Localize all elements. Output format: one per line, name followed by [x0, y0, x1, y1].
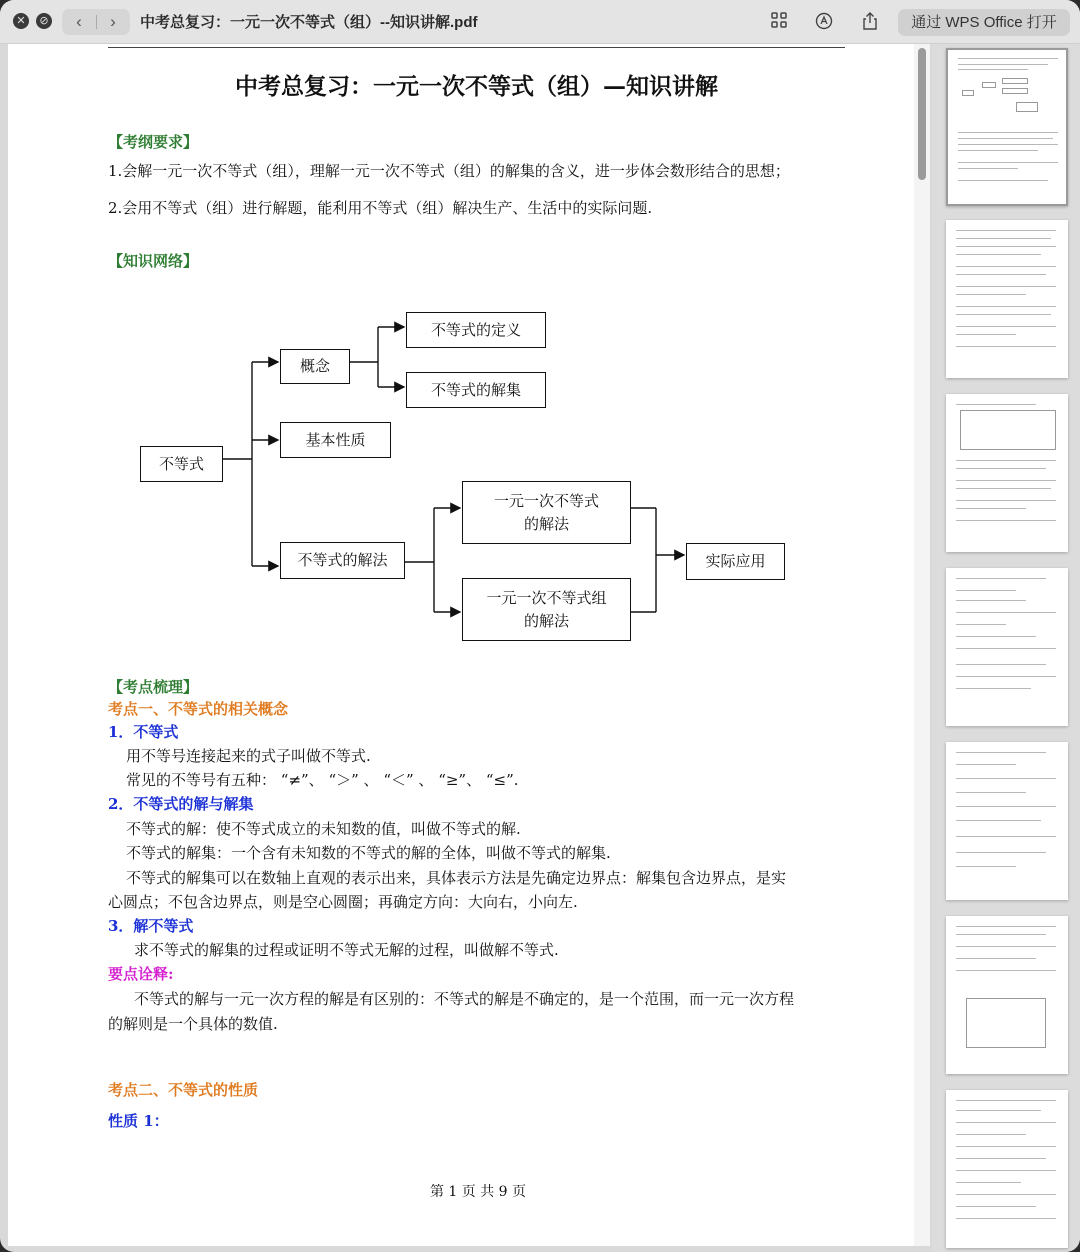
navigation-group — [62, 9, 130, 35]
page-thumbnail-2[interactable] — [946, 220, 1068, 378]
note-line-1: 不等式的解与一元一次方程的解是有区别的：不等式的解是不确定的，是一个范围，而一元一次方程 — [134, 990, 795, 1008]
note-heading: 要点诠释: — [108, 965, 174, 983]
grid-icon[interactable] — [769, 12, 789, 32]
node-concept: 概念 — [280, 349, 350, 384]
outline-item-1: 1.会解一元一次不等式（组），理解一元一次不等式（组）的解集的含义，进一步体会数形结合的思想； — [108, 162, 790, 180]
node-linear-system-line1: 一元一次不等式组 — [486, 588, 607, 607]
page-thumbnail-1[interactable] — [946, 48, 1068, 206]
chevron-right-icon[interactable]: › — [110, 12, 116, 31]
page-title: 中考总复习：一元一次不等式（组）—知识讲解 — [235, 73, 718, 100]
page-footer: 第 1 页 共 9 页 — [429, 1184, 527, 1200]
minimize-icon[interactable]: ⊘ — [36, 13, 52, 29]
sub2-line-4: 心圆点；不包含边界点，则是空心圆圈；再确定方向：大向右，小向左. — [108, 893, 578, 911]
title-bar — [0, 0, 1080, 44]
sub2-line-3: 不等式的解集可以在数轴上直观的表示出来，具体表示方法是先确定边界点：解集包含边界点，是实 — [126, 869, 787, 887]
scrollbar-thumb[interactable] — [918, 48, 926, 180]
point2-heading: 考点二、不等式的性质 — [108, 1081, 259, 1099]
node-inequality: 不等式 — [140, 446, 223, 482]
sub3-heading: 3．解不等式 — [108, 917, 194, 935]
node-linear-inequality — [462, 481, 631, 544]
page-thumbnail-4[interactable] — [946, 568, 1068, 726]
sub1-line-2: 常见的不等号有五种： “≠”、 “＞” 、 “＜” 、 “≥”、 “≤”. — [126, 771, 519, 789]
chevron-left-icon[interactable]: ‹ — [76, 12, 82, 31]
page-thumbnail-3[interactable] — [946, 394, 1068, 552]
node-solving: 不等式的解法 — [280, 542, 405, 579]
pdf-page — [108, 44, 848, 1244]
node-linear-system-line2: 的解法 — [523, 611, 569, 630]
window-title: 中考总复习：一元一次不等式（组）--知识讲解.pdf — [140, 14, 478, 31]
point1-heading: 考点一、不等式的相关概念 — [108, 700, 289, 718]
sub1-line-1: 用不等号连接起来的式子叫做不等式. — [126, 747, 371, 765]
sub3-line-1: 求不等式的解集的过程或证明不等式无解的过程，叫做解不等式. — [134, 941, 559, 959]
sub2-line-1: 不等式的解：使不等式成立的未知数的值，叫做不等式的解. — [126, 820, 521, 838]
outline-heading: 【考纲要求】 — [108, 133, 199, 151]
network-heading: 【知识网络】 — [108, 252, 199, 270]
node-linear-system — [462, 578, 631, 641]
node-linear-inequality-line1: 一元一次不等式 — [493, 491, 599, 510]
document-scrollbar[interactable] — [914, 44, 930, 1246]
page-thumbnail-7[interactable] — [946, 1090, 1068, 1248]
points-heading: 【考点梳理】 — [108, 678, 199, 696]
outline-item-2: 2.会用不等式（组）进行解题，能利用不等式（组）解决生产、生活中的实际问题. — [108, 199, 653, 217]
markup-icon[interactable] — [814, 12, 834, 32]
node-linear-inequality-line2: 的解法 — [523, 514, 569, 533]
open-with-wps-button[interactable]: 通过 WPS Office 打开 — [898, 9, 1070, 36]
node-basic-property: 基本性质 — [280, 422, 391, 458]
close-icon[interactable]: ✕ — [13, 13, 29, 29]
note-line-2: 的解则是一个具体的数值. — [108, 1015, 278, 1033]
node-solution-set: 不等式的解集 — [406, 372, 546, 408]
sub2-heading: 2．不等式的解与解集 — [108, 795, 254, 813]
sub1-heading: 1．不等式 — [108, 723, 179, 741]
node-definition: 不等式的定义 — [406, 312, 546, 348]
share-icon[interactable] — [860, 12, 880, 32]
thumbnail-sidebar[interactable] — [932, 44, 1080, 1252]
sub2-line-2: 不等式的解集：一个含有未知数的不等式的解的全体，叫做不等式的解集. — [126, 844, 611, 862]
property1-heading: 性质 1： — [108, 1112, 169, 1130]
page-thumbnail-6[interactable] — [946, 916, 1068, 1074]
document-view[interactable] — [8, 44, 930, 1246]
page-thumbnail-5[interactable] — [946, 742, 1068, 900]
node-application: 实际应用 — [686, 543, 785, 580]
